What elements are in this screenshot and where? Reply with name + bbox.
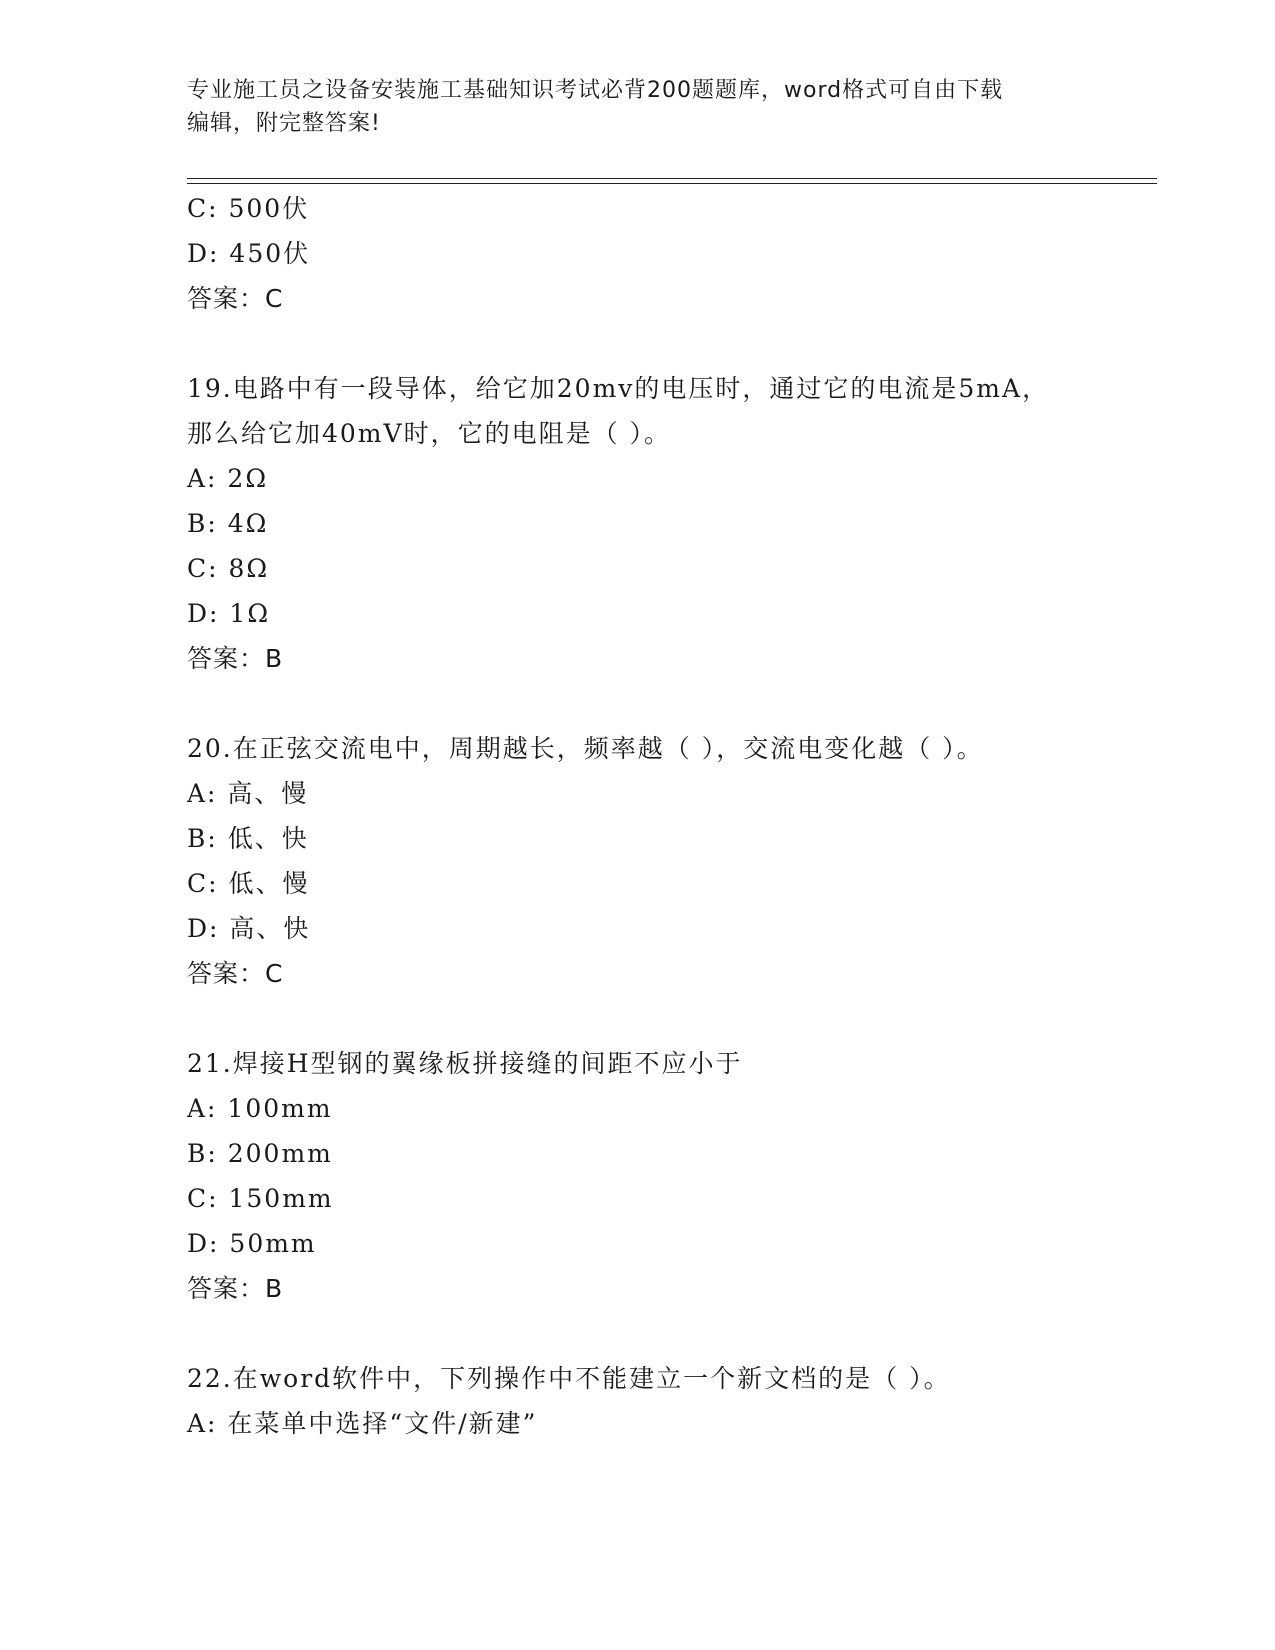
option-q22-a: A: 在菜单中选择“文件/新建” [187, 1409, 538, 1438]
document-header [187, 74, 1087, 140]
option-q20-a: A: 高、慢 [187, 779, 309, 808]
question-19-title-line-2: 那么给它加40mV时，它的电阻是（ ）。 [187, 419, 672, 448]
option-q20-c: C: 低、慢 [187, 869, 310, 898]
header-divider-bottom [187, 183, 1157, 184]
header-line-2: 编辑，附完整答案! [187, 111, 381, 136]
option-q18-c: C: 500伏 [187, 194, 310, 223]
option-q21-c: C: 150mm [187, 1184, 334, 1213]
question-22-title: 22.在word软件中，下列操作中不能建立一个新文档的是（ ）。 [187, 1364, 951, 1393]
option-q19-c: C: 8Ω [187, 554, 270, 583]
answer-q21: 答案：B [187, 1274, 284, 1303]
answer-q19: 答案：B [187, 644, 284, 673]
answer-q18: 答案：C [187, 284, 284, 313]
header-divider-top [187, 178, 1157, 179]
question-20-title: 20.在正弦交流电中，周期越长，频率越（ ），交流电变化越（ ）。 [187, 734, 984, 763]
option-q18-d: D: 450伏 [187, 239, 311, 268]
option-q21-b: B: 200mm [187, 1139, 333, 1168]
question-19-title-line-1: 19.电路中有一段导体，给它加20mv的电压时，通过它的电流是5mA， [187, 374, 1050, 403]
option-q19-d: D: 1Ω [187, 599, 271, 628]
answer-q20: 答案：C [187, 959, 284, 988]
option-q20-b: B: 低、快 [187, 824, 309, 853]
question-21-title: 21.焊接H型钢的翼缘板拼接缝的间距不应小于 [187, 1049, 743, 1078]
option-q19-a: A: 2Ω [187, 464, 269, 493]
header-line-1: 专业施工员之设备安装施工基础知识考试必背200题题库，word格式可自由下载 [187, 78, 1004, 103]
option-q21-d: D: 50mm [187, 1229, 317, 1258]
option-q21-a: A: 100mm [187, 1094, 333, 1123]
option-q19-b: B: 4Ω [187, 509, 269, 538]
option-q20-d: D: 高、快 [187, 914, 311, 943]
